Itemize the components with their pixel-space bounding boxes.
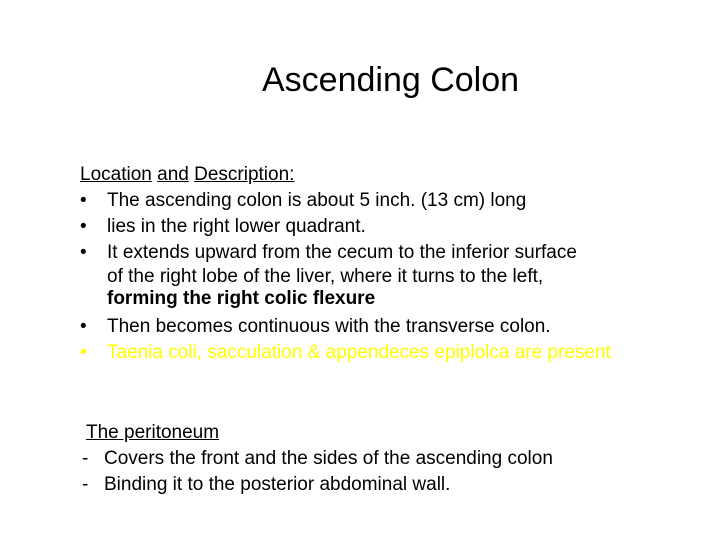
peritoneum-list (80, 446, 716, 498)
list-item (80, 188, 716, 214)
bullet-continuation-bold: forming the right colic flexure (107, 288, 376, 309)
bullet-text-highlight: Taenia coli, sacculation & appendeces epiplolca are present (107, 342, 611, 363)
list-item (80, 240, 716, 310)
dash-text: Binding it to the posterior abdominal wall. (104, 474, 451, 495)
peritoneum-section (80, 420, 716, 498)
description-section (80, 162, 716, 366)
dash-icon: - (82, 474, 89, 495)
list-item (80, 446, 716, 472)
bullet-text: lies in the right lower quadrant. (107, 216, 366, 237)
bullet-icon: • (80, 190, 87, 211)
dash-icon: - (82, 448, 89, 469)
list-item-highlight (80, 340, 716, 366)
bullet-continuation: of the right lobe of the liver, where it turns to the left, (107, 266, 544, 287)
list-item (80, 314, 716, 340)
section-heading (80, 162, 716, 188)
list-item (80, 214, 716, 240)
bullet-icon: • (80, 342, 87, 363)
heading-location: Location (80, 164, 152, 185)
dash-text: Covers the front and the sides of the ascending colon (104, 448, 553, 469)
bullet-text: The ascending colon is about 5 inch. (13 cm) long (107, 190, 527, 211)
bullet-icon: • (80, 316, 87, 337)
list-item (80, 472, 716, 498)
bullet-text: Then becomes continuous with the transverse colon. (107, 316, 551, 337)
slide-title: Ascending Colon (262, 61, 520, 99)
description-list (80, 188, 716, 366)
bullet-icon: • (80, 216, 87, 237)
heading-and: and (157, 164, 189, 185)
bullet-text: It extends upward from the cecum to the inferior surface (107, 242, 577, 263)
bullet-icon: • (80, 242, 87, 263)
peritoneum-heading: The peritoneum (86, 422, 220, 443)
heading-description: Description: (194, 164, 295, 185)
